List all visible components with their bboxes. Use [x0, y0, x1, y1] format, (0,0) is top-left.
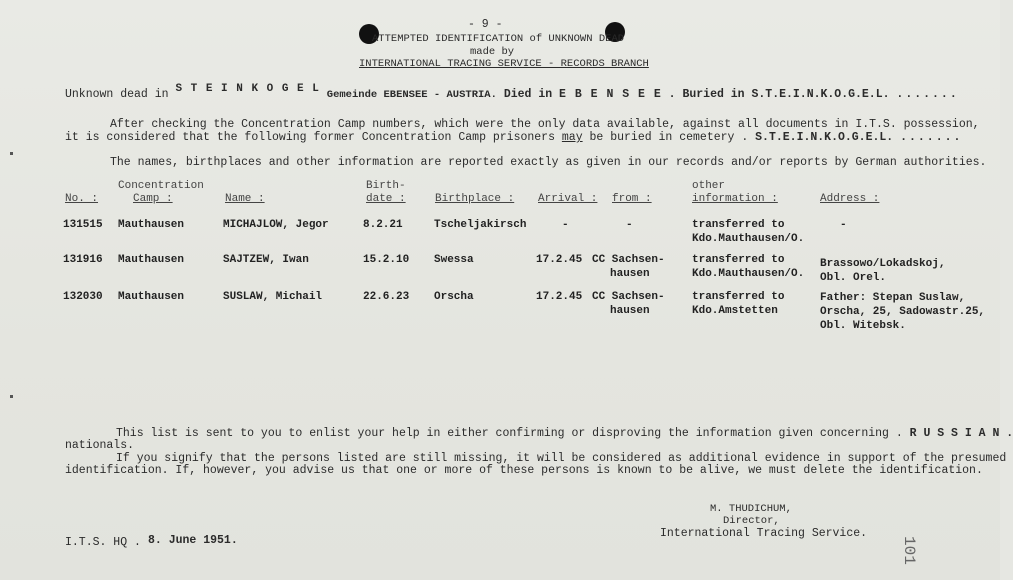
edge-mark [10, 152, 13, 155]
row-address-2: Obl. Orel. [820, 272, 887, 284]
died-prefix: Died in [503, 88, 553, 101]
header-name: Name : [225, 193, 265, 205]
row-name: SAJTZEW, Iwan [223, 254, 309, 266]
row-arrival: 17.2.45 [536, 254, 583, 266]
page-number: - 9 - [468, 18, 503, 31]
intro-line-2-text: it is considered that the following former Concentration Camp prisoners [65, 131, 555, 144]
document-title: ATTEMPTED IDENTIFICATION of UNKNOWN DEAD [372, 33, 625, 45]
buried-place: S.T.E.I.N.K.O.G.E.L. [751, 88, 890, 101]
row-address-1: - [840, 219, 847, 231]
row-birthdate: 22.6.23 [363, 291, 410, 303]
row-other-1: transferred to [692, 219, 785, 231]
intro-line-2-text-b: be buried in cemetery . [589, 131, 749, 144]
row-name: MICHAJLOW, Jegor [223, 219, 329, 231]
issuing-organization: INTERNATIONAL TRACING SERVICE - RECORDS BRANCH [359, 58, 649, 70]
closing-line-3: If you signify that the persons listed are still missing, it will be considered as additional evidence in support of the presumed [116, 452, 1007, 465]
header-birthplace: Birthplace : [435, 193, 515, 205]
footer-date: 8. June 1951. [148, 534, 238, 547]
row-arrival: 17.2.45 [536, 291, 583, 303]
row-no: 131515 [63, 219, 103, 231]
row-other-1: transferred to [692, 291, 785, 303]
dots: ....... [900, 131, 963, 144]
row-address-3: Obl. Witebsk. [820, 320, 906, 332]
header-birth-1: Birth- [366, 180, 406, 192]
row-other-1: transferred to [692, 254, 785, 266]
header-from: from : [612, 193, 652, 205]
row-from-2: hausen [610, 305, 650, 317]
closing-line-2: nationals. [65, 439, 135, 452]
row-other-2: Kdo.Amstetten [692, 305, 778, 317]
row-no: 132030 [63, 291, 103, 303]
row-address-1: Father: Stepan Suslaw, [820, 292, 966, 304]
died-place: E B E N S E E [559, 88, 662, 101]
may-emphasis: may [561, 131, 583, 144]
gemeinde: Gemeinde EBENSEE - AUSTRIA. [326, 89, 497, 101]
row-from-2: hausen [610, 268, 650, 280]
row-camp: Mauthausen [118, 254, 185, 266]
dots: ....... [896, 88, 959, 101]
row-from: - [626, 219, 633, 231]
signatory-org: International Tracing Service. [660, 527, 868, 540]
closing-line-4: identification. If, however, you advise us that one or more of these persons is known to be alive, we must delete the identification. [65, 464, 983, 477]
page-stamp: 101 [900, 536, 918, 565]
row-birthdate: 15.2.10 [363, 254, 410, 266]
buried-prefix: . Buried in [668, 88, 745, 101]
row-other-2: Kdo.Mauthausen/O. [692, 233, 805, 245]
signatory-role: Director, [723, 515, 780, 527]
row-name: SUSLAW, Michail [223, 291, 323, 303]
closing-line-1 [116, 427, 1013, 440]
edge-mark [10, 395, 13, 398]
row-camp: Mauthausen [118, 219, 185, 231]
row-other-2: Kdo.Mauthausen/O. [692, 268, 805, 280]
intro-line-2 [65, 131, 962, 144]
row-birthplace: Tscheljakirsch [434, 219, 527, 231]
row-birthdate: 8.2.21 [363, 219, 403, 231]
row-from-1: CC Sachsen- [592, 291, 665, 303]
made-by: made by [470, 46, 515, 58]
unknown-prefix: Unknown dead in [65, 88, 169, 101]
row-from-1: CC Sachsen- [592, 254, 665, 266]
row-camp: Mauthausen [118, 291, 185, 303]
unknown-dead-line [65, 83, 959, 101]
intro-line-1: After checking the Concentration Camp numbers, which were the only data available, against all documents in I.T.S. possession, [110, 118, 980, 131]
header-other-1: other [692, 180, 726, 192]
signatory-name: M. THUDICHUM, [710, 503, 792, 515]
row-birthplace: Swessa [434, 254, 474, 266]
footer-hq: I.T.S. HQ . [65, 536, 141, 549]
row-birthplace: Orscha [434, 291, 474, 303]
header-arrival: Arrival : [538, 193, 598, 205]
intro-line-3: The names, birthplaces and other information are reported exactly as given in our records and/or reports by German authorities. [110, 156, 987, 169]
header-other-2: information : [692, 193, 778, 205]
header-no: No. : [65, 193, 99, 205]
row-no: 131916 [63, 254, 103, 266]
closing-text: This list is sent to you to enlist your help in either confirming or disproving the information given concerning . [116, 427, 903, 440]
header-address: Address : [820, 193, 880, 205]
nationality: R U S S I A N . [909, 427, 1013, 440]
unknown-place: S T E I N K O G E L [175, 83, 320, 95]
header-birth-2: date : [366, 193, 406, 205]
cemetery-place: S.T.E.I.N.K.O.G.E.L. [755, 131, 894, 144]
row-arrival: - [562, 219, 569, 231]
row-address-1: Brassowo/Lokadskoj, [820, 258, 946, 270]
row-address-2: Orscha, 25, Sadowastr.25, [820, 306, 986, 318]
header-camp-2: Camp : [133, 193, 173, 205]
header-camp-1: Concentration [118, 180, 204, 192]
